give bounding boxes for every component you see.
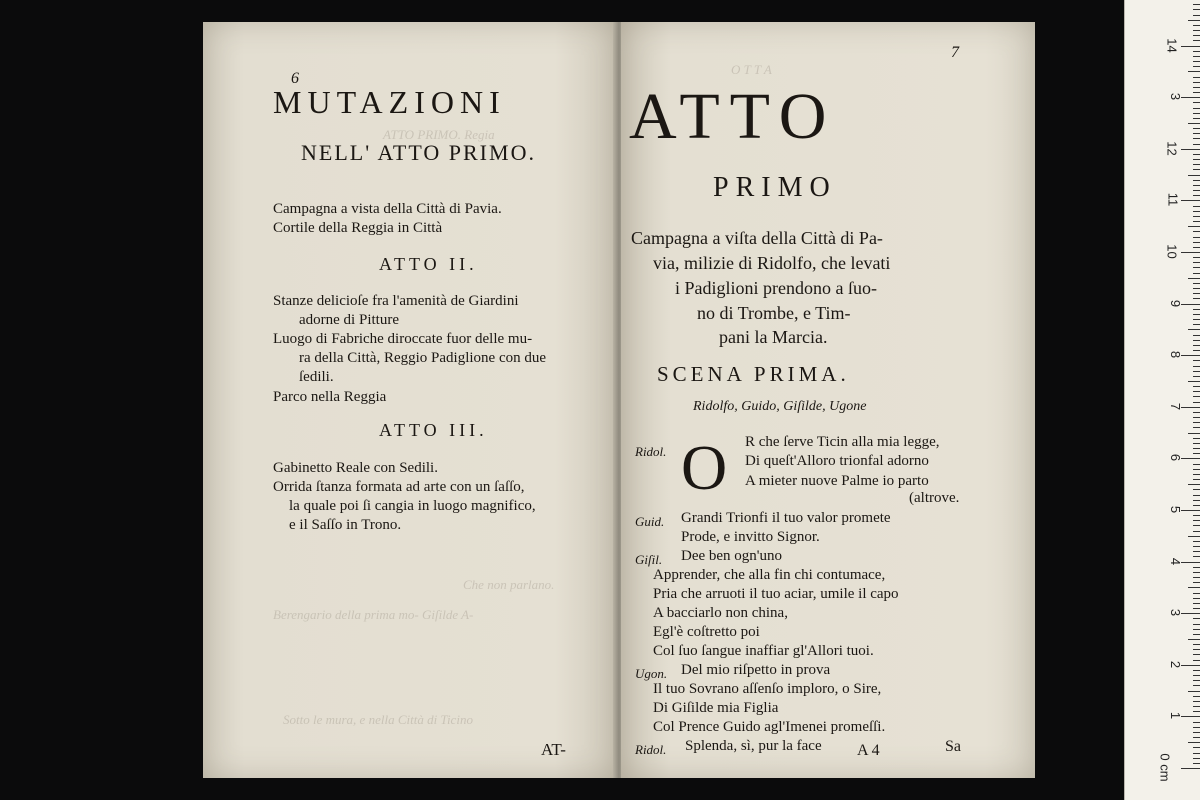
text-line: ſedili. bbox=[299, 369, 334, 385]
ruler-tick bbox=[1181, 613, 1200, 614]
ruler-tick bbox=[1193, 376, 1200, 377]
ruler-tick bbox=[1193, 15, 1200, 16]
ruler-tick bbox=[1193, 25, 1200, 26]
page-subtitle: PRIMO bbox=[713, 172, 837, 203]
ruler-tick bbox=[1193, 469, 1200, 470]
ruler-tick bbox=[1193, 556, 1200, 557]
ruler-tick bbox=[1193, 154, 1200, 155]
ruler-tick bbox=[1181, 562, 1200, 563]
ruler-tick bbox=[1188, 329, 1200, 330]
ruler-tick bbox=[1193, 283, 1200, 284]
ruler-tick bbox=[1193, 231, 1200, 232]
speaker-label: Giſil. bbox=[635, 552, 663, 567]
bleed-through-text: O T T A bbox=[731, 62, 772, 77]
ruler-tick bbox=[1193, 273, 1200, 274]
ruler-number: 14 bbox=[1164, 37, 1180, 53]
ruler-tick bbox=[1193, 525, 1200, 526]
ruler-tick bbox=[1193, 737, 1200, 738]
ruler-tick bbox=[1181, 510, 1200, 511]
ruler-tick bbox=[1193, 582, 1200, 583]
verse-line: Col Prence Guido agl'Imenei promeſſi. bbox=[653, 719, 886, 735]
ruler-tick bbox=[1193, 427, 1200, 428]
verse-line: Il tuo Sovrano aſſenſo imploro, o Sire, bbox=[653, 681, 882, 697]
ruler-tick bbox=[1193, 262, 1200, 263]
ruler-number: 3 bbox=[1167, 609, 1183, 617]
ruler-tick bbox=[1181, 768, 1200, 769]
text-line: i Padiglioni prendono a ſuo- bbox=[675, 278, 877, 298]
ruler-tick bbox=[1193, 577, 1200, 578]
ruler-tick bbox=[1193, 649, 1200, 650]
ruler-tick bbox=[1193, 118, 1200, 119]
ruler-tick bbox=[1181, 46, 1200, 47]
ruler-tick bbox=[1193, 500, 1200, 501]
verse-line: Di queſt'Alloro trionfal adorno bbox=[745, 453, 929, 469]
ruler-tick bbox=[1193, 391, 1200, 392]
ruler-number: 2 bbox=[1167, 660, 1183, 668]
ruler-tick bbox=[1193, 350, 1200, 351]
text-line: Campagna a viſta della Città di Pa- bbox=[631, 228, 883, 248]
ruler-tick bbox=[1193, 82, 1200, 83]
bleed-through-text: Che non parlano. bbox=[463, 577, 555, 592]
right-page bbox=[621, 22, 1035, 778]
ruler-tick bbox=[1193, 417, 1200, 418]
ruler-tick bbox=[1193, 618, 1200, 619]
left-page bbox=[203, 22, 617, 778]
ruler-tick bbox=[1193, 77, 1200, 78]
text-line: Gabinetto Reale con Sedili. bbox=[273, 460, 438, 476]
ruler-tick bbox=[1193, 386, 1200, 387]
signature-mark: A 4 bbox=[857, 742, 880, 759]
text-line: ra della Città, Reggio Padiglione con due bbox=[299, 350, 547, 366]
ruler-tick bbox=[1188, 587, 1200, 588]
ruler-tick bbox=[1193, 113, 1200, 114]
ruler-tick bbox=[1193, 680, 1200, 681]
ruler-tick bbox=[1193, 515, 1200, 516]
ruler-number: 9 bbox=[1167, 299, 1183, 307]
ruler-tick bbox=[1193, 40, 1200, 41]
ruler-tick bbox=[1193, 309, 1200, 310]
ruler-tick bbox=[1193, 298, 1200, 299]
page-number: 7 bbox=[951, 44, 959, 61]
ruler-tick bbox=[1193, 572, 1200, 573]
ruler-tick bbox=[1193, 448, 1200, 449]
text-line: Cortile della Reggia in Città bbox=[273, 220, 443, 236]
ruler-tick bbox=[1181, 458, 1200, 459]
ruler-tick bbox=[1193, 531, 1200, 532]
act-heading: ATTO III. bbox=[379, 420, 488, 440]
ruler-tick bbox=[1193, 345, 1200, 346]
ruler-tick bbox=[1181, 200, 1200, 201]
ruler-tick bbox=[1193, 324, 1200, 325]
ruler-tick bbox=[1193, 216, 1200, 217]
text-line: Campagna a vista della Città di Pavia. bbox=[273, 201, 502, 217]
page-subtitle: NELL' ATTO PRIMO. bbox=[301, 140, 536, 165]
bleed-through-text: Berengario della prima mo- Giſilde A- bbox=[273, 607, 474, 622]
ruler-tick bbox=[1193, 164, 1200, 165]
ruler-tick bbox=[1193, 546, 1200, 547]
speaker-label: Ridol. bbox=[635, 444, 667, 459]
ruler-tick bbox=[1188, 20, 1200, 21]
ruler-tick bbox=[1193, 257, 1200, 258]
ruler-tick bbox=[1188, 381, 1200, 382]
ruler-number: 3 bbox=[1167, 93, 1183, 101]
ruler-tick bbox=[1193, 598, 1200, 599]
ruler-tick bbox=[1188, 175, 1200, 176]
ruler-number: 11 bbox=[1164, 193, 1180, 207]
ruler-tick bbox=[1193, 61, 1200, 62]
text-line: Stanze delicioſe fra l'amenità de Giardini bbox=[273, 293, 519, 309]
ruler-tick bbox=[1193, 464, 1200, 465]
ruler-tick bbox=[1193, 722, 1200, 723]
ruler-tick bbox=[1193, 567, 1200, 568]
verse-line: Grandi Trionfi il tuo valor promete bbox=[681, 510, 891, 526]
ruler-tick bbox=[1188, 71, 1200, 72]
verse-line: Dee ben ogn'uno bbox=[681, 548, 783, 564]
ruler-tick bbox=[1193, 30, 1200, 31]
ruler-tick bbox=[1188, 691, 1200, 692]
ruler-tick bbox=[1188, 123, 1200, 124]
ruler-tick bbox=[1193, 732, 1200, 733]
ruler-tick bbox=[1193, 314, 1200, 315]
ruler-tick bbox=[1193, 727, 1200, 728]
ruler-tick bbox=[1181, 149, 1200, 150]
ruler-tick bbox=[1193, 144, 1200, 145]
ruler-number: 7 bbox=[1167, 402, 1183, 410]
ruler-tick bbox=[1193, 169, 1200, 170]
ruler-tick bbox=[1193, 293, 1200, 294]
ruler-tick bbox=[1193, 185, 1200, 186]
ruler-tick bbox=[1193, 195, 1200, 196]
ruler-tick bbox=[1193, 402, 1200, 403]
ruler-number: 0 cm bbox=[1157, 753, 1173, 782]
ruler-number: 6 bbox=[1167, 454, 1183, 462]
ruler-tick bbox=[1193, 753, 1200, 754]
measurement-ruler bbox=[1124, 0, 1200, 800]
verse-line: Pria che arruoti il tuo aciar, umile il capo bbox=[653, 586, 899, 602]
catchword: AT- bbox=[541, 740, 566, 759]
ruler-tick bbox=[1193, 495, 1200, 496]
speaker-label: Guid. bbox=[635, 514, 665, 529]
text-line: Parco nella Reggia bbox=[273, 389, 387, 405]
catchword: Sa bbox=[945, 738, 961, 755]
page-title: MUTAZIONI bbox=[273, 84, 506, 120]
ruler-tick bbox=[1193, 629, 1200, 630]
character-list: Ridolfo, Guido, Giſilde, Ugone bbox=[693, 399, 867, 414]
ruler-tick bbox=[1193, 670, 1200, 671]
speaker-label: Ridol. bbox=[635, 742, 667, 757]
ruler-tick bbox=[1193, 366, 1200, 367]
ruler-tick bbox=[1181, 304, 1200, 305]
ruler-tick bbox=[1188, 639, 1200, 640]
ruler-tick bbox=[1193, 541, 1200, 542]
ruler-tick bbox=[1193, 242, 1200, 243]
ruler-tick bbox=[1193, 335, 1200, 336]
text-line: Orrida ſtanza formata ad arte con un ſaſſo, bbox=[273, 479, 525, 495]
ruler-tick bbox=[1181, 252, 1200, 253]
verse-line: Di Giſilde mia Figlia bbox=[653, 700, 779, 716]
text-line: la quale poi ſi cangia in luogo magnifico, bbox=[289, 498, 536, 514]
ruler-tick bbox=[1193, 551, 1200, 552]
ruler-tick bbox=[1193, 520, 1200, 521]
verse-line: A mieter nuove Palme io parto bbox=[745, 473, 929, 489]
ruler-tick bbox=[1193, 237, 1200, 238]
ruler-tick bbox=[1193, 634, 1200, 635]
ruler-tick bbox=[1193, 706, 1200, 707]
ruler-tick bbox=[1193, 701, 1200, 702]
ruler-tick bbox=[1193, 87, 1200, 88]
ruler-tick bbox=[1193, 221, 1200, 222]
verse-line: Egl'è coſtretto poi bbox=[653, 624, 760, 640]
verse-line: Del mio riſpetto in prova bbox=[681, 662, 831, 678]
page-number: 6 bbox=[291, 70, 299, 87]
ruler-number: 12 bbox=[1164, 141, 1180, 156]
ruler-tick bbox=[1188, 536, 1200, 537]
ruler-tick bbox=[1188, 742, 1200, 743]
ruler-tick bbox=[1193, 247, 1200, 248]
ruler-tick bbox=[1193, 319, 1200, 320]
ruler-tick bbox=[1193, 371, 1200, 372]
ruler-tick bbox=[1193, 206, 1200, 207]
ruler-tick bbox=[1193, 593, 1200, 594]
ruler-number: 4 bbox=[1167, 557, 1183, 565]
ruler-tick bbox=[1193, 267, 1200, 268]
text-line: adorne di Pitture bbox=[299, 312, 399, 328]
act-heading: ATTO II. bbox=[379, 254, 478, 274]
ruler-tick bbox=[1181, 407, 1200, 408]
ruler-tick bbox=[1193, 644, 1200, 645]
ruler-tick bbox=[1181, 665, 1200, 666]
ruler-number: 1 bbox=[1167, 712, 1183, 720]
ruler-tick bbox=[1193, 696, 1200, 697]
ruler-tick bbox=[1188, 433, 1200, 434]
ruler-tick bbox=[1193, 489, 1200, 490]
text-line: no di Trombe, e Tim- bbox=[697, 303, 851, 323]
ruler-tick bbox=[1181, 716, 1200, 717]
open-book bbox=[203, 22, 1035, 778]
ruler-tick bbox=[1193, 159, 1200, 160]
verse-line: (altrove. bbox=[909, 490, 960, 506]
verse-line: Col ſuo ſangue inaffiar gl'Allori tuoi. bbox=[653, 643, 874, 659]
ruler-tick bbox=[1193, 422, 1200, 423]
ruler-tick bbox=[1193, 747, 1200, 748]
verse-line: R che ſerve Ticin alla mia legge, bbox=[745, 434, 940, 450]
ruler-tick bbox=[1193, 443, 1200, 444]
ruler-tick bbox=[1193, 4, 1200, 5]
bleed-through-text: Sotto le mura, e nella Città di Ticino bbox=[283, 712, 473, 727]
ruler-tick bbox=[1193, 675, 1200, 676]
ruler-number: 10 bbox=[1164, 244, 1180, 259]
text-line: Luogo di Fabriche diroccate fuor delle mu- bbox=[273, 331, 533, 347]
bleed-through-text: ATTO PRIMO. Regia bbox=[383, 127, 495, 142]
ruler-tick bbox=[1193, 51, 1200, 52]
ruler-tick bbox=[1193, 133, 1200, 134]
ruler-number: 8 bbox=[1167, 351, 1183, 359]
ruler-tick bbox=[1193, 288, 1200, 289]
ruler-tick bbox=[1188, 278, 1200, 279]
ruler-tick bbox=[1193, 685, 1200, 686]
text-line: e il Saſſo in Trono. bbox=[289, 517, 402, 533]
ruler-tick bbox=[1193, 474, 1200, 475]
text-line: via, milizie di Ridolfo, che levati bbox=[653, 253, 891, 273]
ruler-tick bbox=[1193, 396, 1200, 397]
scene-heading: SCENA PRIMA. bbox=[657, 362, 850, 386]
verse-line: Apprender, che alla fin chi contumace, bbox=[653, 567, 886, 583]
text-line: pani la Marcia. bbox=[719, 327, 828, 347]
ruler-tick bbox=[1193, 92, 1200, 93]
ruler-tick bbox=[1193, 654, 1200, 655]
ruler-tick bbox=[1193, 180, 1200, 181]
ruler-tick bbox=[1193, 190, 1200, 191]
ruler-tick bbox=[1193, 211, 1200, 212]
ruler-tick bbox=[1193, 108, 1200, 109]
verse-line: A bacciarlo non china, bbox=[653, 605, 788, 621]
ruler-tick bbox=[1188, 226, 1200, 227]
ruler-tick bbox=[1193, 479, 1200, 480]
ruler-tick bbox=[1193, 360, 1200, 361]
drop-cap: O bbox=[681, 432, 728, 503]
ruler-tick bbox=[1193, 711, 1200, 712]
ruler-tick bbox=[1193, 340, 1200, 341]
ruler-tick bbox=[1193, 603, 1200, 604]
ruler-tick bbox=[1181, 355, 1200, 356]
ruler-tick bbox=[1193, 763, 1200, 764]
ruler-tick bbox=[1193, 102, 1200, 103]
ruler-tick bbox=[1193, 758, 1200, 759]
ruler-tick bbox=[1181, 97, 1200, 98]
ruler-tick bbox=[1193, 608, 1200, 609]
ruler-tick bbox=[1193, 660, 1200, 661]
ruler-tick bbox=[1193, 505, 1200, 506]
verse-line: Prode, e invitto Signor. bbox=[681, 529, 820, 545]
ruler-tick bbox=[1193, 624, 1200, 625]
ruler-tick bbox=[1193, 128, 1200, 129]
page-title: ATTO bbox=[629, 80, 837, 153]
ruler-number: 5 bbox=[1167, 505, 1183, 514]
ruler-tick bbox=[1193, 56, 1200, 57]
verse-line: Splenda, sì, pur la face bbox=[685, 738, 822, 754]
ruler-tick bbox=[1193, 66, 1200, 67]
ruler-tick bbox=[1193, 453, 1200, 454]
ruler-tick bbox=[1188, 484, 1200, 485]
ruler-tick bbox=[1193, 35, 1200, 36]
ruler-tick bbox=[1193, 412, 1200, 413]
ruler-tick bbox=[1193, 438, 1200, 439]
ruler-tick bbox=[1193, 138, 1200, 139]
ruler-tick bbox=[1193, 9, 1200, 10]
speaker-label: Ugon. bbox=[635, 666, 668, 681]
